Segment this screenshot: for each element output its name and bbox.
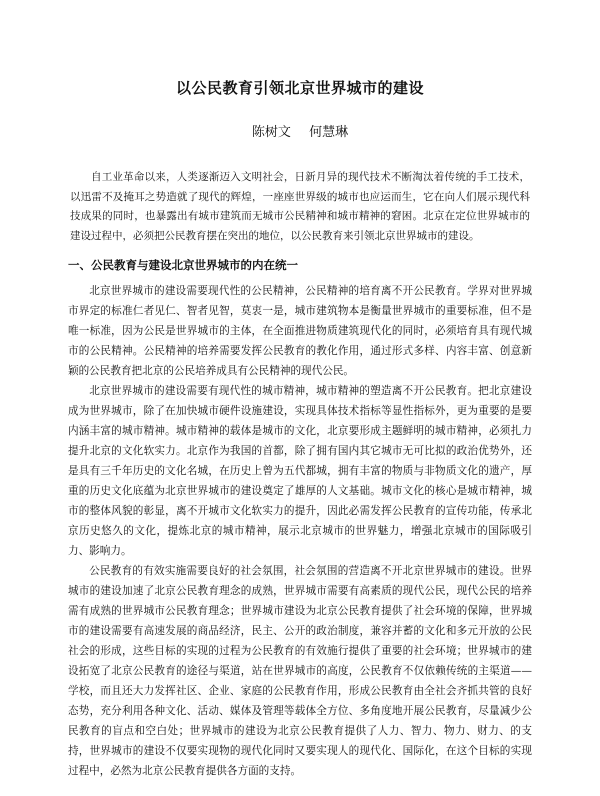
abstract-paragraph: 自工业革命以来，人类逐渐迈入文明社会，日新月异的现代技术不断淘汰着传统的手工技术，以迅雷不及掩耳之势造就了现代的辉煌，一座座世界级的城市也应运而生，它在向人们展示现代科技成果的同时，也暴露出有城市建筑而无城市公民精神和城市精神的窘困。北京在定位世界城市的建设过程中，必须把公民教育摆在突出的地位，以公民教育来引领北京世界城市的建设。 (70, 171, 530, 242)
abstract (68, 168, 532, 246)
author-line (68, 124, 532, 142)
article-title: 以公民教育引领北京世界城市的建设 (175, 79, 424, 97)
section-heading: 一、公民教育与建设北京世界城市的内在统一 (68, 258, 298, 273)
body-paragraph: 公民教育的有效实施需要良好的社会氛围，社会氛围的营造离不开北京世界城市的建设。世界城市的建设加速了北京公民教育理念的成熟，世界城市需要有高素质的现代公民，现代公民的培养需有成熟的世界城市公民教育理念；世界城市建设为北京公民教育提供了社会环境的保障，世界城市的建设需要有高速发展的商品经济，民主、公开的政治制度，兼容并蓄的文化和多元开放的公民社会的形成，这些目标的实现的过程为公民教育的有效施行提供了重要的社会环境；世界城市的建设拓宽了北京公民教育的途径与渠道，站在世界城市的高度，公民教育不仅依赖传统的主渠道——学校，而且还大力发挥社区、企业、家庭的公民教育作用，形成公民教育由全社会齐抓共管的良好态势，充分利用各种文化、活动、媒体及管理等载体全方位、多角度地开展公民教育，尽量减少公民教育的盲点和空白处；世界城市的建设为北京公民教育提供了人力、智力、物力、财力、的支持，世界城市的建设不仅要实现物的现代化同时又要实现人的现代化、国际化，在这个目标的实现过程中，必然为北京公民教育提供各方面的支持。 (68, 565, 532, 778)
author-name: 何慧琳 (309, 125, 349, 140)
body-paragraph: 北京世界城市的建设需要有现代性的城市精神，城市精神的塑造离不开公民教育。把北京建设成为世界城市，除了在加快城市硬件设施建设，实现具体技术指标等显性指标外，更为重要的是要内涵丰富的城市精神。城市精神的载体是城市的文化，北京要形成主题鲜明的城市精神，必须扎力提升北京的文化软实力。北京作为我国的首都，除了拥有国内其它城市无可比拟的政治优势外，还是具有三千年历史的文化名城，在历史上曾为五代都城，拥有丰富的物质与非物质文化的遗产，厚重的历史文化底蕴为北京世界城市的建设奠定了雄厚的人文基础。城市文化的核心是城市精神，城市的整体风貌的彰显，离不开城市文化软实力的提升，因此必需发挥公民教育的宣传功能，传承北京历史悠久的文化，提炼北京的城市精神，展示北京城市的世界魅力，增强北京城市的国际吸引力、影响力。 (68, 385, 532, 558)
author-name: 陈树文 (251, 125, 291, 140)
section-body (68, 281, 532, 781)
body-paragraph: 北京世界城市的建设需要现代性的公民精神，公民精神的培育离不开公民教育。学界对世界城市界定的标准仁者见仁、智者见智，莫衷一是，城市建筑物本是衡量世界城市的重要标准，但不是唯一标准，因为公民是世界城市的主体，在全面推进物质建筑现代化的同时，必须培育具有现代城市的公民精神。公民精神的培养需要发挥公民教育的教化作用，通过形式多样、内容丰富、创意新颖的公民教育把北京的公民培养成具有公民精神的现代公民。 (68, 285, 532, 378)
